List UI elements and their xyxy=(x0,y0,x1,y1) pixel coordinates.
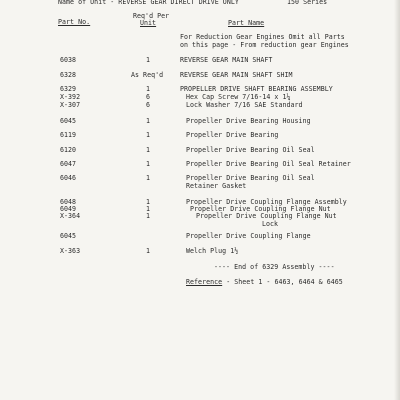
qty: 1 xyxy=(146,146,151,154)
column-header-reqd-line1: Req'd Per xyxy=(133,12,170,20)
qty: 1 xyxy=(146,117,151,125)
part-name: Hex Cap Screw 7/16-14 x 1¼ xyxy=(186,93,291,101)
qty: 6 xyxy=(146,101,151,109)
note-line-2: on this page - From reduction gear Engines xyxy=(180,41,349,49)
qty: 1 xyxy=(146,131,151,139)
part-name: Propeller Drive Bearing xyxy=(186,131,279,139)
column-header-part-name: Part Name xyxy=(228,19,265,27)
part-number: 6119 xyxy=(60,131,77,139)
part-name: Welch Plug 1½ xyxy=(186,247,239,255)
series-label: 150 Series xyxy=(287,0,328,6)
part-name: Propeller Drive Bearing Oil Seal xyxy=(186,174,315,182)
part-number: X-364 xyxy=(60,212,81,220)
part-number: X-392 xyxy=(60,93,81,101)
part-number: 6046 xyxy=(60,174,77,182)
part-number: 6329 xyxy=(60,85,77,93)
note-line-1: For Reduction Gear Engines Omit all Parts xyxy=(180,33,345,41)
reference-label: Reference xyxy=(186,278,223,286)
part-name: Propeller Drive Bearing Oil Seal xyxy=(186,146,315,154)
qty: 1 xyxy=(146,212,151,220)
part-number: X-363 xyxy=(60,247,81,255)
reference-line xyxy=(186,279,343,286)
part-number: 6048 xyxy=(60,198,77,206)
qty: 1 xyxy=(146,174,151,182)
part-number: 6328 xyxy=(60,71,77,79)
part-name-continued: Lock xyxy=(262,220,279,228)
part-number: 6038 xyxy=(60,56,77,64)
part-number: X-307 xyxy=(60,101,81,109)
qty: 1 xyxy=(146,198,151,206)
column-header-reqd-line2: Unit xyxy=(140,19,157,27)
part-name-continued: Retainer Gasket xyxy=(186,182,247,190)
part-name: Propeller Drive Bearing Housing xyxy=(186,117,311,125)
part-name: REVERSE GEAR MAIN SHAFT SHIM xyxy=(180,71,293,79)
part-name: Propeller Drive Bearing Oil Seal Retainer xyxy=(186,160,351,168)
part-number: 6045 xyxy=(60,232,77,240)
end-of-assembly-note: ---- End of 6329 Assembly ---- xyxy=(214,263,335,271)
qty: As Req'd xyxy=(131,71,164,79)
unit-title: Name of Unit - REVERSE GEAR DIRECT DRIVE ONLY xyxy=(58,0,239,6)
part-name: Lock Washer 7/16 SAE Standard xyxy=(186,101,303,109)
qty: 1 xyxy=(146,247,151,255)
part-number: 6045 xyxy=(60,117,77,125)
qty: 1 xyxy=(146,85,151,93)
qty: 6 xyxy=(146,93,151,101)
qty: 1 xyxy=(146,205,151,213)
qty: 1 xyxy=(146,56,151,64)
qty: 1 xyxy=(146,160,151,168)
part-name: REVERSE GEAR MAIN SHAFT xyxy=(180,56,273,64)
part-number: 6049 xyxy=(60,205,77,213)
part-name: Propeller Drive Coupling Flange Nut xyxy=(196,212,337,220)
part-name: Propeller Drive Coupling Flange Nut xyxy=(190,205,331,213)
part-number: 6047 xyxy=(60,160,77,168)
part-name: Propeller Drive Coupling Flange xyxy=(186,232,311,240)
part-name: PROPELLER DRIVE SHAFT BEARING ASSEMBLY xyxy=(180,85,333,93)
column-header-part-no: Part No. xyxy=(58,18,91,26)
part-name: Propeller Drive Coupling Flange Assembly xyxy=(186,198,347,206)
page-edge-shadow xyxy=(394,0,400,400)
reference-text: - Sheet 1 - 6463, 6464 & 6465 xyxy=(222,278,343,286)
part-number: 6120 xyxy=(60,146,77,154)
